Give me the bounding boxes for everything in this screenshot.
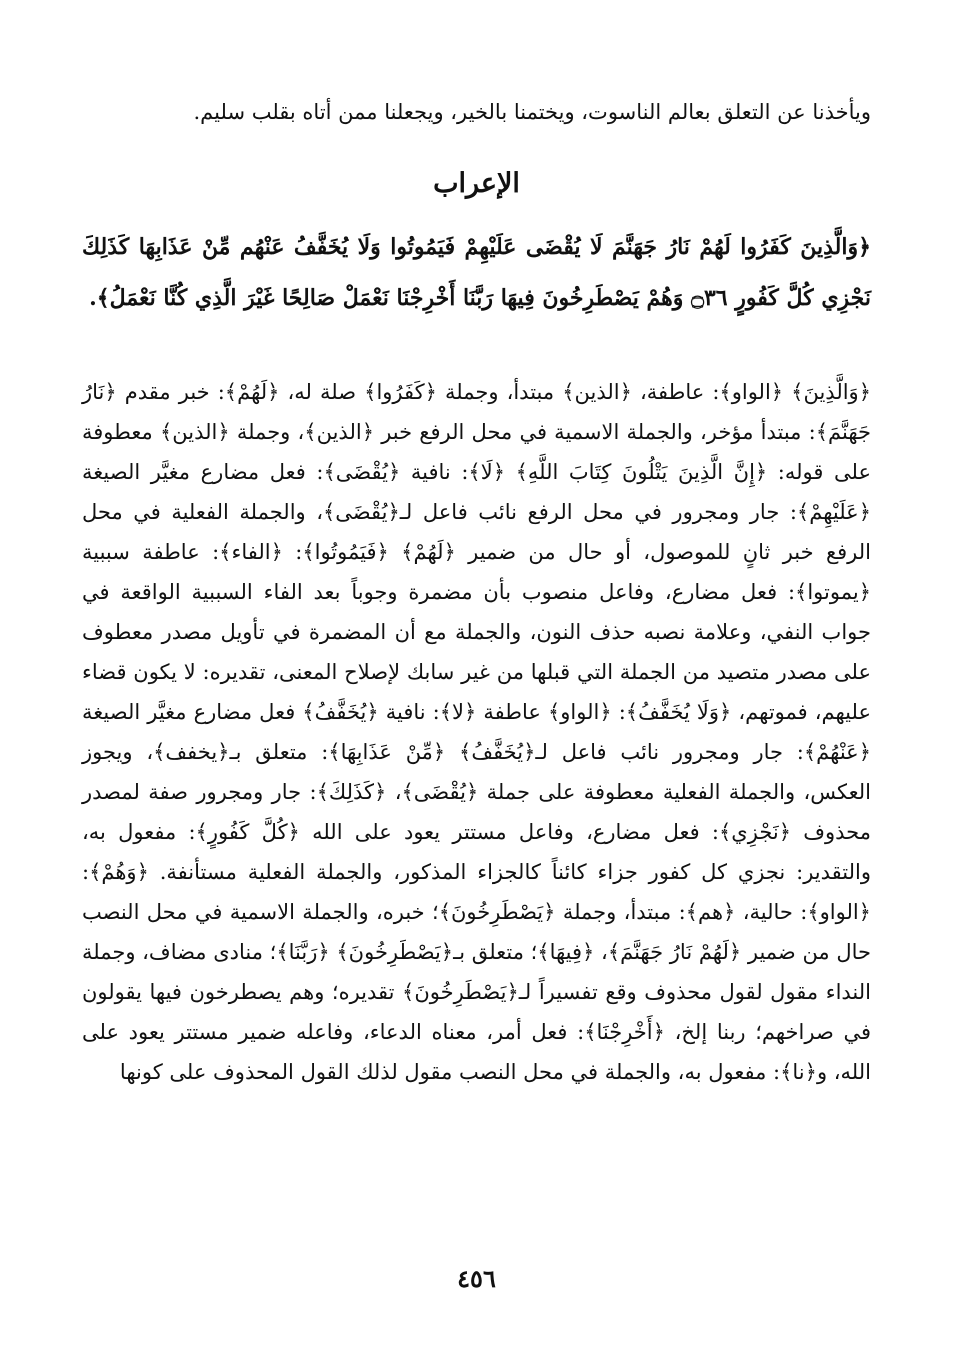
intro-paragraph: ويأخذنا عن التعلق بعالم الناسوت، ويختمنا بالخير، ويجعلنا ممن أتاه بقلب سليم. [193,100,871,124]
grammatical-analysis [82,372,871,1092]
quran-verse: ﴿وَالَّذِينَ كَفَرُوا لَهُمْ نَارُ جَهَنَّمَ لَا يُقْضَى عَلَيْهِمْ فَيَمُوتُوا وَلَا يُخَفَّفُ عَنْهُم مِّنْ عَذَابِهَا كَذَلِكَ نَجْزِي كُلَّ كَفُورٍ ۝٣٦ وَهُمْ يَصْطَرِخُونَ فِيهَا رَبَّنَا أَخْرِجْنَا نَعْمَلْ صَالِحًا غَيْرَ الَّذِي كُنَّا نَعْمَلُ﴾. [82,234,871,311]
analysis-paragraph: ﴿وَالَّذِينَ﴾ ﴿الواو﴾: عاطفة، ﴿الذين﴾ مبتدأ، وجملة ﴿كَفَرُوا﴾ صلة له، ﴿لَهُمْ﴾: خبر مقدم ﴿نَارُ جَهَنَّمَ﴾: مبتدأ مؤخر، والجملة الاسمية في محل الرفع خبر ﴿الذين﴾، وجملة ﴿الذين﴾ معطوفة على قوله: ﴿إِنَّ الَّذِينَ يَتْلُونَ كِتَابَ اللَّهِ﴾ ﴿لَا﴾: نافية ﴿يُقْضَى﴾: فعل مضارع مغيَّر الصيغة ﴿عَلَيْهِمْ﴾: جار ومجرور في محل الرفع نائب فاعل لـ﴿يُقْضَى﴾، والجملة الفعلية في محل الرفع خبر ثانٍ للموصول، أو حال من ضمير ﴿لَهُمْ﴾ ﴿فَيَمُوتُوا﴾: ﴿الفاء﴾: عاطفة سببية ﴿يموتوا﴾: فعل مضارع، وفاعل منصوب بأن مضمرة وجوباً بعد الفاء السببية الواقعة في جواب النفي، وعلامة نصبه حذف النون، والجملة مع أن المضمرة في تأويل مصدر معطوف على مصدر متصيد من الجملة التي قبلها من غير سابك لإصلاح المعنى، تقديره: لا يكون قضاء عليهم، فموتهم، ﴿وَلَا يُخَفَّفُ﴾: ﴿الواو﴾ عاطفة ﴿لا﴾: نافية ﴿يُخَفَّفُ﴾ فعل مضارع مغيَّر الصيغة ﴿عَنْهُمْ﴾: جار ومجرور نائب فاعل لـ﴿يُخَفَّفُ﴾ ﴿مِّنْ عَذَابِهَا﴾: متعلق بـ﴿يخفف﴾، ويجوز العكس، والجملة الفعلية معطوفة على جملة ﴿يُقْضَى﴾، ﴿كَذَلِكَ﴾: جار ومجرور صفة لمصدر محذوف ﴿نَجْزِي﴾: فعل مضارع، وفاعل مستتر يعود على الله ﴿كُلَّ كَفُورٍ﴾: مفعول به، والتقدير: نجزي كل كفور جزاء كائناً كالجزاء المذكور، والجملة الفعلية مستأنفة. ﴿وَهُمْ﴾: ﴿الواو﴾: حالية، ﴿هم﴾: مبتدأ، وجملة ﴿يَصْطَرِخُونَ﴾؛ خبره، والجملة الاسمية في محل النصب حال من ضمير ﴿لَهُمْ نَارُ جَهَنَّمَ﴾، ﴿فِيهَا﴾؛ متعلق بـ﴿يَصْطَرِخُونَ﴾ ﴿رَبَّنَا﴾؛ منادى مضاف، وجملة النداء مقول لقول محذوف وقع تفسيراً لـ﴿يَصْطَرِخُونَ﴾ تقديره؛ وهم يصطرخون فيها يقولون في صراخهم؛ ربنا إلخ، ﴿أَخْرِجْنَا﴾: فعل أمر، معناه الدعاء، وفاعله ضمير مستتر يعود على الله، و﴿نا﴾: مفعول به، والجملة في محل النصب مقول لذلك القول المحذوف على كونها [82,380,871,1084]
page-number: ٤٥٦ [457,1264,496,1293]
section-heading: الإعراب [433,168,520,199]
